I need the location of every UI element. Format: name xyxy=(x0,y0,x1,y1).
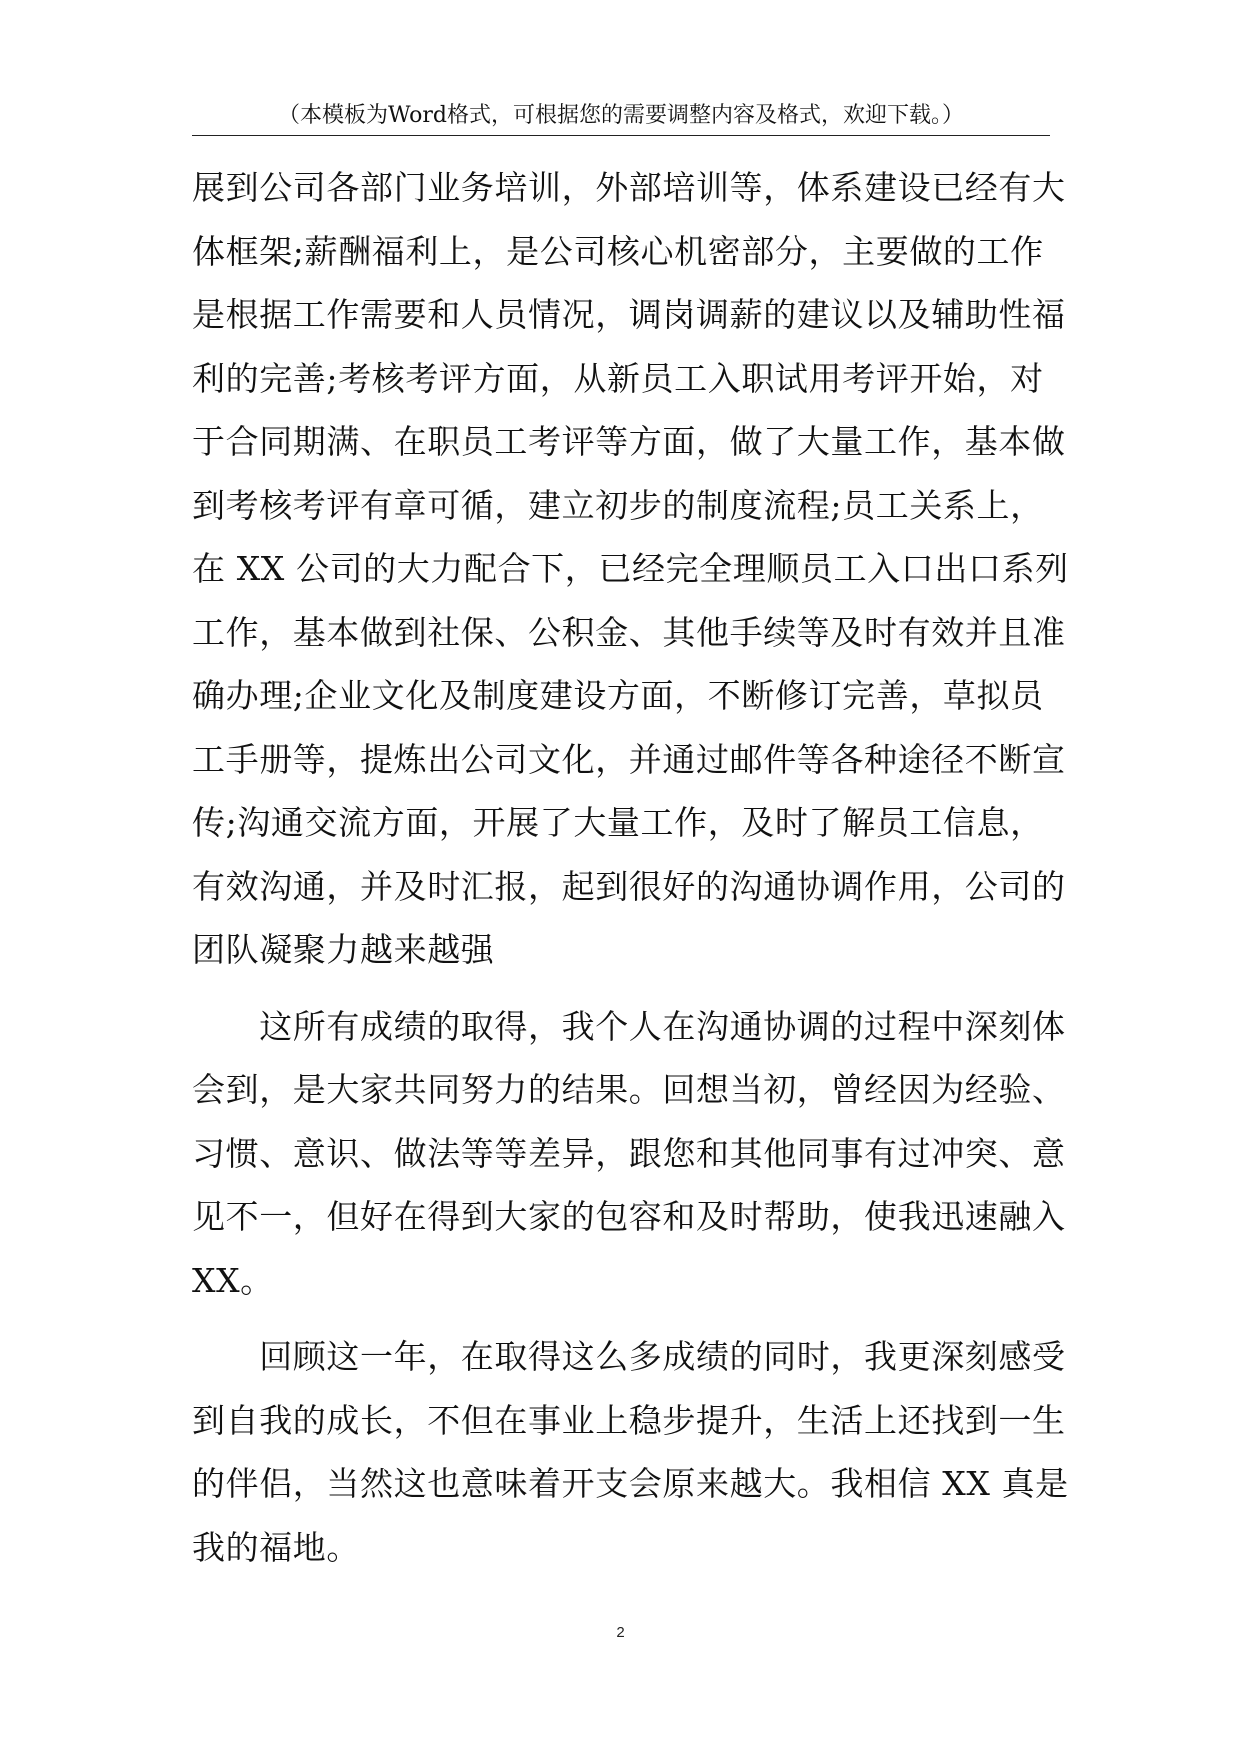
text-line: 这所有成绩的取得，我个人在沟通协调的过程中深刻体 xyxy=(192,1006,1066,1046)
text-line: 工手册等，提炼出公司文化，并通过邮件等各种途径不断宣 xyxy=(192,739,1066,779)
text-line: 于合同期满、在职员工考评等方面，做了大量工作，基本做 xyxy=(192,422,1066,461)
header-divider xyxy=(192,135,1050,136)
body-text xyxy=(192,156,1069,1579)
text-line: 我的福地。 xyxy=(192,1527,360,1567)
text-line: 利的完善;考核考评方面，从新员工入职试用考评开始，对 xyxy=(192,358,1044,398)
text-line: 见不一，但好在得到大家的包容和及时帮助，使我迅速融入 xyxy=(192,1197,1066,1236)
text-line: 的伴侣，当然这也意味着开支会原来越大。我相信 XX 真是 xyxy=(192,1464,1069,1503)
paragraph xyxy=(192,995,1066,1313)
text-line: 团队凝聚力越来越强 xyxy=(192,930,495,969)
paragraph-spacer xyxy=(192,982,1060,995)
header-note: （本模板为Word格式，可根据您的需要调整内容及格式，欢迎下载。） xyxy=(278,103,964,128)
text-line: 确办理;企业文化及制度建设方面，不断修订完善，草拟员 xyxy=(192,676,1044,715)
text-line: 体框架;薪酬福利上，是公司核心机密部分，主要做的工作 xyxy=(192,231,1044,271)
text-line: 是根据工作需要和人员情况，调岗调薪的建议以及辅助性福 xyxy=(192,295,1066,334)
text-line: 习惯、意识、做法等等差异，跟您和其他同事有过冲突、意 xyxy=(192,1133,1066,1173)
text-line: 回顾这一年，在取得这么多成绩的同时，我更深刻感受 xyxy=(192,1337,1066,1376)
text-line: 在 XX 公司的大力配合下，已经完全理顺员工入口出口系列 xyxy=(192,549,1069,588)
text-line: 展到公司各部门业务培训，外部培训等，体系建设已经有大 xyxy=(192,168,1066,207)
text-line: 到考核考评有章可循，建立初步的制度流程;员工关系上， xyxy=(192,485,1044,525)
text-line: 会到，是大家共同努力的结果。回想当初，曾经因为经验、 xyxy=(192,1070,1066,1109)
text-line: 传;沟通交流方面，开展了大量工作，及时了解员工信息， xyxy=(192,803,1044,842)
paragraph xyxy=(192,156,1069,982)
paragraph-spacer xyxy=(192,1312,1060,1325)
text-line: XX。 xyxy=(192,1260,274,1300)
page-number: 2 xyxy=(616,1624,625,1641)
paragraph xyxy=(192,1325,1069,1579)
text-line: 工作，基本做到社保、公积金、其他手续等及时有效并且准 xyxy=(192,612,1066,652)
text-line: 到自我的成长，不但在事业上稳步提升，生活上还找到一生 xyxy=(192,1400,1066,1440)
text-line: 有效沟通，并及时汇报，起到很好的沟通协调作用，公司的 xyxy=(192,866,1066,906)
